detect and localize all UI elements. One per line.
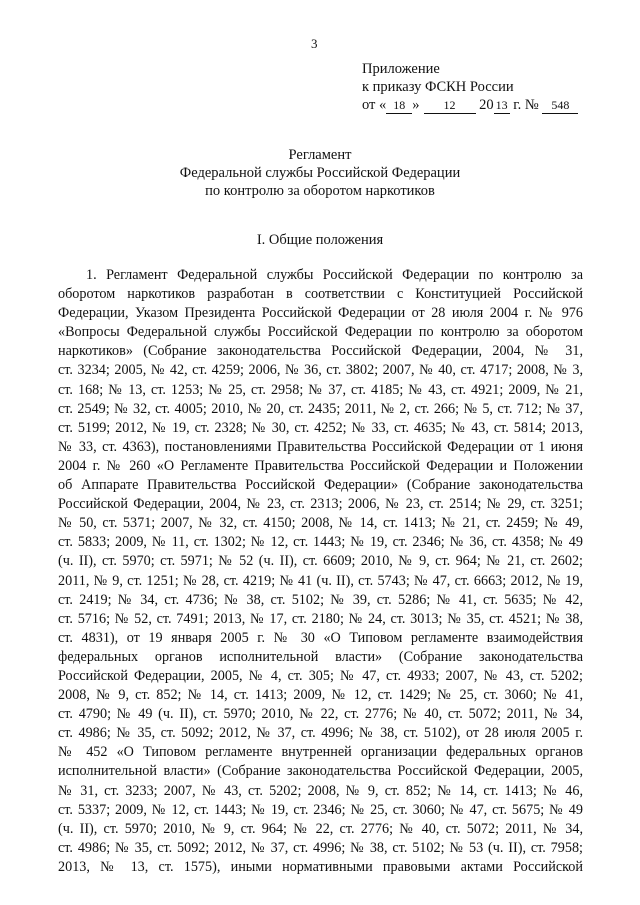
title-line-2: Федеральной службы Российской Федерации xyxy=(179,165,461,181)
paragraph-line: № 31, ст. 3233; 2007, № 43, ст. 5202; 2008, № 9, ст. 852; № 14, ст. 1413; № 46, xyxy=(58,782,583,799)
paragraph-line: № 33, ст. 4363), постановлениями Правительства Российской Федерации от 1 июня xyxy=(58,438,583,455)
paragraph-line: 2004 г. № 260 «О Регламенте Правительства Российской Федерации и Положении xyxy=(58,457,583,474)
paragraph-line: ст. 168; № 13, ст. 1253; № 25, ст. 2958; № 37, ст. 4185; № 43, ст. 4921; 2009, № 21, xyxy=(58,381,583,398)
paragraph-line: ст. 5199; 2012, № 19, ст. 2328; № 30, ст. 4252; № 33, ст. 4635; № 43, ст. 5814; 2013, xyxy=(58,419,583,436)
date-year-suffix: 13 xyxy=(495,98,508,112)
paragraph-line: оборотом наркотиков разработан в соответствии с Конституцией Российской xyxy=(58,286,583,303)
paragraph-line: «Вопросы Федеральной службы Российской Федерации по контролю за оборотом xyxy=(58,324,583,341)
title-line-1: Регламент xyxy=(288,147,352,163)
date-year-prefix: 20 xyxy=(479,97,494,113)
page-number: 3 xyxy=(311,36,318,51)
order-number: 548 xyxy=(542,98,578,114)
paragraph-line: ст. 2549; № 32, ст. 4005; 2010, № 20, ст. 2435; 2011, № 2, ст. 266; № 5, ст. 712; № 37, xyxy=(58,400,583,417)
order-number-label: г. № xyxy=(513,97,539,113)
date-month: 12 xyxy=(424,98,476,114)
paragraph-line: (ч. II), ст. 5970; ст. 5971; № 52 (ч. II), ст. 6609; 2010, № 9, ст. 964; № 21, ст. 2602; xyxy=(58,553,583,570)
date-day: 18 xyxy=(386,98,412,114)
paragraph-line: ст. 4831), от 19 января 2005 г. № 30 «О Типовом регламенте взаимодействия xyxy=(58,629,583,646)
paragraph-line: Российской Федерации, 2004, № 23, ст. 2313; 2006, № 23, ст. 2514; № 29, ст. 3251; xyxy=(58,496,583,513)
paragraph-line: Федерации, Указом Президента Российской Федерации от 28 июля 2004 г. № 976 xyxy=(58,305,583,322)
appendix-label: Приложение xyxy=(362,61,440,77)
paragraph-line: ст. 3234; 2005, № 42, ст. 4259; 2006, № 36, ст. 3802; 2007, № 40, ст. 4717; 2008, № 3, xyxy=(58,362,583,379)
paragraph-line: ст. 5337; 2009, № 12, ст. 1443; № 19, ст. 2346; № 25, ст. 3060; № 47, ст. 5675; № 49 xyxy=(58,801,583,818)
paragraph-line: ст. 2419; № 34, ст. 4736; № 38, ст. 5102; № 39, ст. 5286; № 41, ст. 5635; № 42, xyxy=(58,591,583,608)
paragraph-line: (ч. II), ст. 5970; 2010, № 9, ст. 964; № 22, ст. 2776; № 40, ст. 5072; 2011, № 34, xyxy=(58,820,583,837)
paragraph-line: ст. 5716; № 52, ст. 7491; 2013, № 17, ст. 2180; № 24, ст. 3013; № 35, ст. 4521; № 38, xyxy=(58,610,583,627)
appendix-block xyxy=(362,60,578,114)
section-heading: I. Общие положения xyxy=(256,232,384,248)
paragraph-line: 1. Регламент Федеральной службы Российской Федерации по контролю за xyxy=(86,267,583,283)
paragraph-line: № 452 «О Типовом регламенте внутренней организации федеральных органов xyxy=(58,744,583,761)
paragraph-line: 2013, № 13, ст. 1575), иными нормативными правовыми актами Российской xyxy=(58,858,583,875)
paragraph-line: № 50, ст. 5371; 2007, № 32, ст. 4150; 2008, № 14, ст. 1413; № 21, ст. 2459; № 49, xyxy=(58,515,583,532)
title-line-3: по контролю за оборотом наркотиков xyxy=(205,183,435,199)
appendix-date-line xyxy=(362,96,578,114)
paragraph-line: Российской Федерации, 2005, № 4, ст. 305; № 47, ст. 4933; 2007, № 43, ст. 5202; xyxy=(58,667,583,684)
paragraph-line: федеральных органов исполнительной власти» (Собрание законодательства xyxy=(58,648,583,665)
paragraph-line: об Аппарате Правительства Российской Федерации» (Собрание законодательства xyxy=(58,477,583,494)
paragraph-line: ст. 4986; № 35, ст. 5092; 2012, № 37, ст. 4996; № 38, ст. 5102), от 28 июля 2005 г. xyxy=(58,725,583,742)
paragraph-line: ст. 4790; № 49 (ч. II), ст. 5970; 2010, № 22, ст. 2776; № 40, ст. 5072; 2011, № 34, xyxy=(58,706,583,723)
paragraph-1 xyxy=(58,266,583,877)
appendix-order-reference: к приказу ФСКН России xyxy=(362,79,514,95)
paragraph-line: ст. 4986; № 35, ст. 5092; 2012, № 37, ст. 4996; № 38, ст. 5102; № 53 (ч. II), ст. 7958; xyxy=(58,839,583,856)
date-prefix: от « xyxy=(362,97,387,113)
date-day-close: » xyxy=(412,97,420,113)
paragraph-line: исполнительной власти» (Собрание законодательства Российской Федерации, 2005, xyxy=(58,763,583,780)
paragraph-line: 2008, № 9, ст. 852; № 14, ст. 1413; 2009, № 12, ст. 1429; № 25, ст. 3060; № 41, xyxy=(58,687,583,704)
paragraph-line: ст. 5833; 2009, № 11, ст. 1302; № 12, ст. 1443; № 19, ст. 2346; № 36, ст. 4358; № 49 xyxy=(58,534,583,551)
document-title xyxy=(0,146,640,200)
paragraph-line: наркотиков» (Собрание законодательства Российской Федерации, 2004, № 31, xyxy=(58,343,583,360)
paragraph-line: 2011, № 9, ст. 1251; № 28, ст. 4219; № 41 (ч. II), ст. 5743; № 47, ст. 6663; 2012, № 19, xyxy=(58,572,583,589)
